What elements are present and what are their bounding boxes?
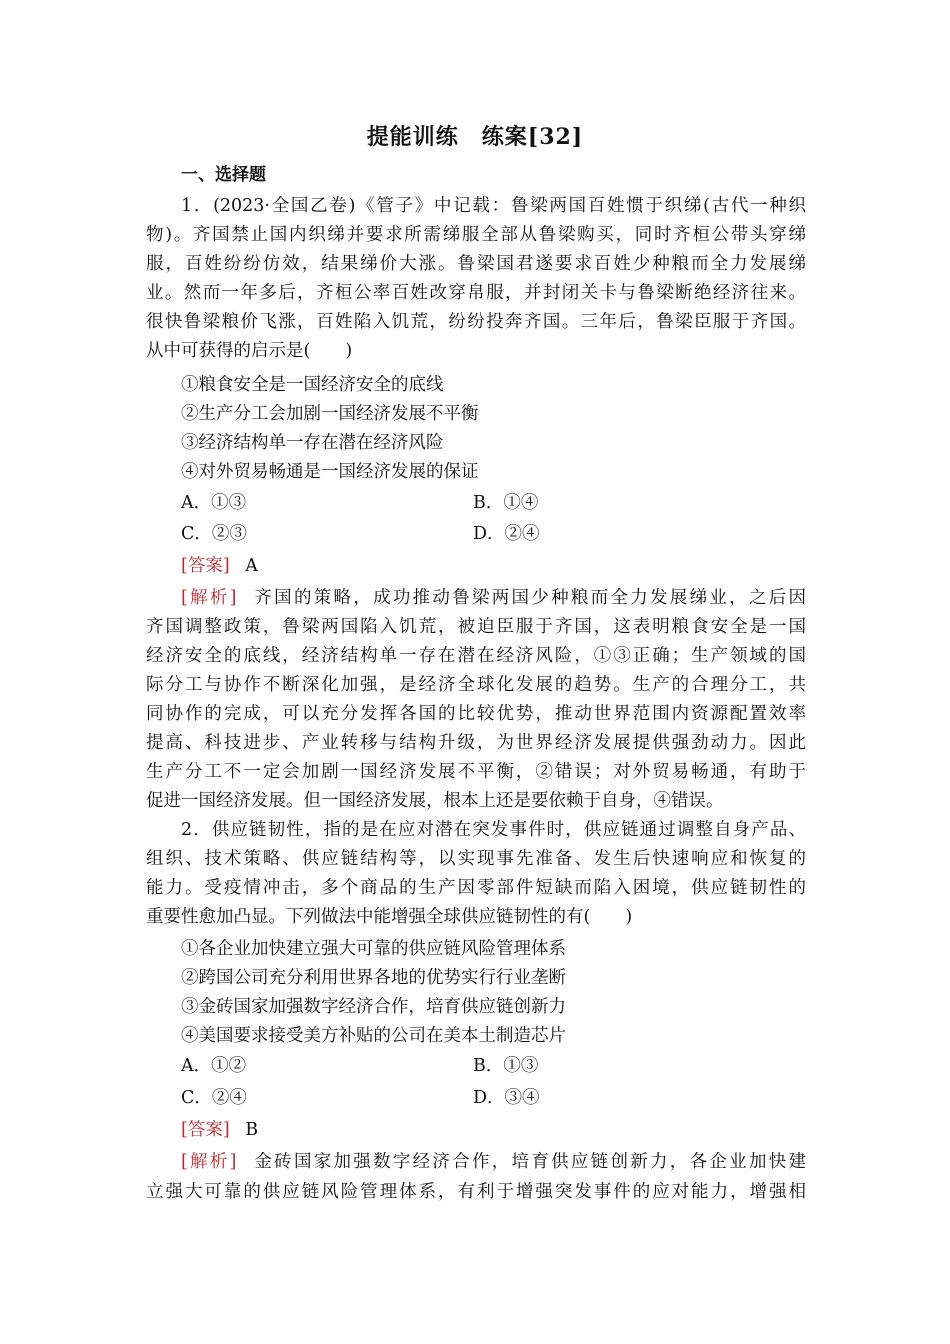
q1-statement: ③经济结构单一存在潜在经济风险 bbox=[181, 433, 444, 453]
q2-line: 能力。受疫情冲击，多个商品的生产因零部件短缺而陷入困境，供应链韧性的 bbox=[146, 878, 806, 898]
q2-statement: ②跨国公司充分利用世界各地的优势实行行业垄断 bbox=[181, 968, 566, 988]
analysis-text: 齐国的策略，成功推动鲁梁两国少种粮而全力发展绨业，之后因 bbox=[254, 588, 807, 608]
answer-value: B bbox=[245, 1120, 259, 1140]
q2-statement: ①各企业加快建立强大可靠的供应链风险管理体系 bbox=[181, 939, 566, 959]
analysis-tag: [解析] bbox=[181, 1152, 237, 1172]
q1-analysis-line: 同协作的完成，可以充分发挥各国的比较优势，推动世界范围内资源配置效率 bbox=[146, 704, 806, 724]
answer-tag: [答案] bbox=[181, 1120, 230, 1140]
section-heading: 一、选择题 bbox=[181, 165, 266, 185]
q2-line: 重要性愈加凸显。下列做法中能增强全球供应链韧性的有( ) bbox=[146, 907, 633, 927]
answer-value: A bbox=[245, 556, 258, 576]
q1-line: 从中可获得的启示是( ) bbox=[146, 341, 353, 361]
answer-tag: [答案] bbox=[181, 556, 230, 576]
q2-analysis-line bbox=[181, 1148, 806, 1177]
q1-statement: ④对外贸易畅通是一国经济发展的保证 bbox=[181, 462, 479, 482]
q1-line: 服，百姓纷纷仿效，结果绨价大涨。鲁梁国君遂要求百姓少种粮而全力发展绨 bbox=[146, 254, 806, 274]
q1-answer bbox=[181, 552, 841, 581]
q2-answer bbox=[181, 1116, 841, 1145]
q1-option-a: A．①③ bbox=[181, 493, 247, 513]
q1-analysis-line: 提高、科技进步、产业转移与结构升级，为世界经济发展提供强劲动力。因此 bbox=[146, 733, 806, 753]
q1-line: 很快鲁梁粮价飞涨，百姓陷入饥荒，纷纷投奔齐国。三年后，鲁梁臣服于齐国。 bbox=[146, 312, 806, 332]
q2-line: 组织、技术策略、供应链结构等，以实现事先准备、发生后快速响应和恢复的 bbox=[146, 849, 806, 869]
q1-option-d: D．②④ bbox=[473, 524, 540, 544]
q2-option-a: A．①② bbox=[181, 1056, 247, 1076]
q2-line: 2．供应链韧性，指的是在应对潜在突发事件时，供应链通过调整自身产品、 bbox=[181, 820, 806, 840]
analysis-tag: [解析] bbox=[181, 588, 237, 608]
q1-line: 业。然而一年多后，齐桓公率百姓改穿帛服，并封闭关卡与鲁梁断绝经济往来。 bbox=[146, 283, 806, 303]
q1-statement: ①粮食安全是一国经济安全的底线 bbox=[181, 375, 444, 395]
q2-option-c: C．②④ bbox=[181, 1088, 247, 1108]
q2-option-b: B．①③ bbox=[473, 1056, 539, 1076]
q2-option-d: D．③④ bbox=[473, 1088, 540, 1108]
q2-statement: ③金砖国家加强数字经济合作，培育供应链创新力 bbox=[181, 997, 566, 1017]
q1-option-b: B．①④ bbox=[473, 493, 539, 513]
q1-option-c: C．②③ bbox=[181, 524, 247, 544]
q1-line: 物)。齐国禁止国内织绨并要求所需绨服全部从鲁梁购买，同时齐桓公带头穿绨 bbox=[146, 225, 806, 245]
q1-line: 1．(2023·全国乙卷)《管子》中记载：鲁梁两国百姓惯于织绨(古代一种织 bbox=[181, 196, 806, 216]
analysis-text: 金砖国家加强数字经济合作，培育供应链创新力，各企业加快建 bbox=[254, 1152, 807, 1172]
q1-analysis-line: 际分工与协作不断深化加强，是经济全球化发展的趋势。生产的合理分工，共 bbox=[146, 675, 806, 695]
q1-analysis-line: 经济安全的底线，经济结构单一存在潜在经济风险，①③正确；生产领域的国 bbox=[146, 646, 806, 666]
page-title: 提能训练 练案[32] bbox=[366, 124, 584, 150]
q2-analysis-line: 立强大可靠的供应链风险管理体系，有利于增强突发事件的应对能力，增强相 bbox=[146, 1182, 806, 1202]
q1-analysis-line: 促进一国经济发展。但一国经济发展，根本上还是要依赖于自身，④错误。 bbox=[146, 791, 724, 811]
q2-statement: ④美国要求接受美方补贴的公司在美本土制造芯片 bbox=[181, 1026, 566, 1046]
q1-analysis-line bbox=[181, 584, 806, 613]
q1-analysis-line: 齐国调整政策，鲁梁两国陷入饥荒，被迫臣服于齐国，这表明粮食安全是一国 bbox=[146, 617, 806, 637]
q1-statement: ②生产分工会加剧一国经济发展不平衡 bbox=[181, 404, 479, 424]
q1-analysis-line: 生产分工不一定会加剧一国经济发展不平衡，②错误；对外贸易畅通，有助于 bbox=[146, 762, 806, 782]
